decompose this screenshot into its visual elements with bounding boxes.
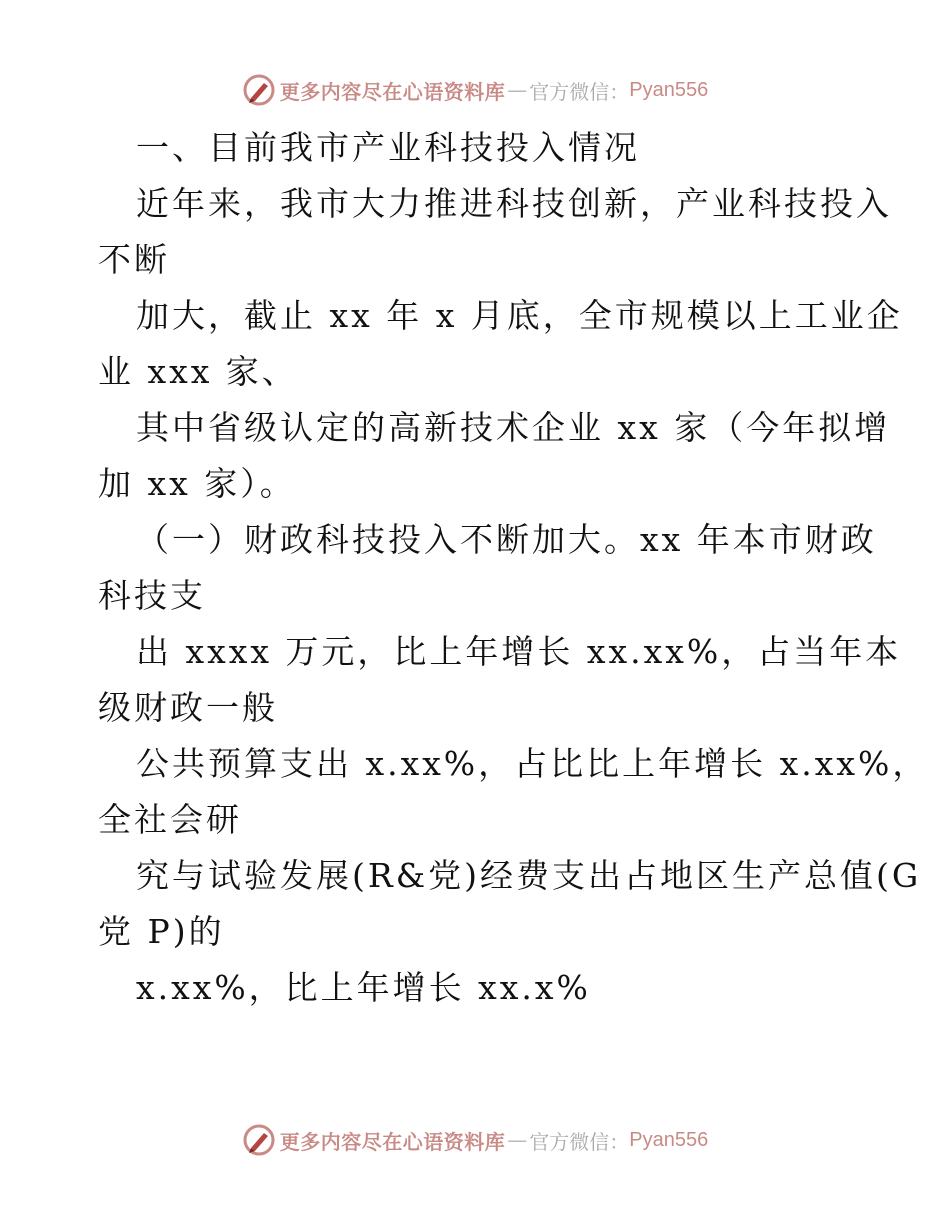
paragraph-line: 近年来，我市大力推进科技创新，产业科技投入 [136, 184, 892, 223]
subsection-line: （一）财政科技投入不断加大。xx 年本市财政 [136, 520, 877, 559]
banner-label: 官方微信： [529, 79, 630, 104]
footer-banner [0, 1120, 950, 1160]
paragraph-line: 全社会研 [98, 800, 242, 839]
banner-id: Pyan556 [629, 1128, 709, 1151]
paragraph-line: 不断 [98, 240, 170, 279]
paragraph-line: 业 xxx 家、 [98, 352, 298, 391]
banner-text: 更多内容尽在心语资料库 [279, 1129, 506, 1154]
paragraph-line: 公共预算支出 x.xx%，占比比上年增长 x.xx%， [136, 744, 929, 783]
paragraph-line: 加 xx 家）。 [98, 464, 296, 503]
paragraph-line: 级财政一般 [98, 688, 278, 727]
header-banner [0, 70, 950, 110]
banner-label: 官方微信： [529, 1129, 630, 1154]
banner-separator: — [507, 78, 528, 102]
paragraph-line: 其中省级认定的高新技术企业 xx 家（今年拟增 [136, 408, 891, 447]
paragraph-line: 加大，截止 xx 年 x 月底，全市规模以上工业企 [136, 296, 903, 335]
paragraph-line: 党 P)的 [98, 912, 225, 951]
banner-id: Pyan556 [629, 78, 709, 101]
document-body [98, 120, 929, 1016]
banner-separator: — [507, 1128, 528, 1152]
paragraph-line: 科技支 [98, 576, 206, 615]
pen-logo-icon [242, 1123, 276, 1157]
section-heading: 一、目前我市产业科技投入情况 [136, 128, 640, 167]
banner-text: 更多内容尽在心语资料库 [279, 79, 506, 104]
paragraph-line: 究与试验发展(R&党)经费支出占地区生产总值(G [136, 856, 922, 895]
paragraph-line: 出 xxxx 万元，比上年增长 xx.xx%，占当年本 [136, 632, 902, 671]
paragraph-line: x.xx%，比上年增长 xx.x% [136, 968, 591, 1007]
pen-logo-icon [242, 73, 276, 107]
